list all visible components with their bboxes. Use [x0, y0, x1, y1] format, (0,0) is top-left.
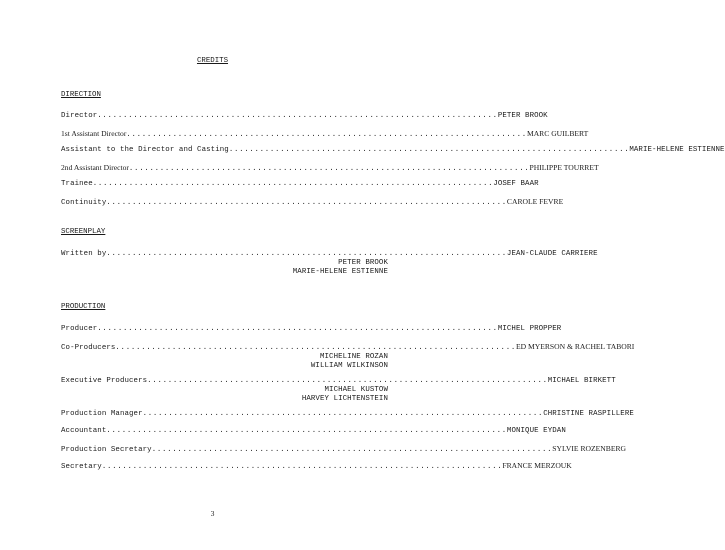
credit-name: JEAN-CLAUDE CARRIERE [506, 250, 598, 258]
credit-name: CHRISTINE RASPILLERE [543, 410, 634, 418]
credit-name: MICHELINE ROZAN [319, 353, 388, 361]
credit-name: JOSEF BAAR [493, 180, 539, 188]
dot-leader: .............................................................................. [151, 446, 553, 454]
credit-name: PETER BROOK [497, 112, 548, 120]
dot-leader: .............................................................................. [147, 377, 548, 385]
section-heading-direction: DIRECTION [61, 91, 101, 99]
page-title: CREDITS [196, 57, 229, 65]
dot-leader: .............................................................................. [228, 146, 630, 154]
credit-name: SYLVIE ROZENBERG [552, 444, 627, 453]
credit-entry-production-secretary [61, 444, 627, 455]
credit-entry-2nd-assistant-director [61, 163, 599, 174]
credit-role: 2nd Assistant Director [61, 163, 129, 172]
credit-name: MICHAEL KUSTOW [324, 386, 388, 394]
dot-leader: .............................................................................. [106, 250, 507, 258]
credit-role: Assistant to the Director and Casting [61, 146, 229, 154]
credit-role: Producer [61, 325, 98, 333]
credit-name: CAROLE FEVRE [506, 197, 564, 206]
credit-role: Secretary [61, 463, 102, 471]
credit-entry-accountant [61, 427, 566, 436]
credit-name: WILLIAM WILKINSON [310, 362, 388, 370]
credit-entry-1st-assistant-director [61, 129, 589, 140]
credit-name: MICHEL PROPPER [497, 325, 562, 333]
credit-role: Co-Producers [61, 344, 116, 352]
credit-name: MARC GUILBERT [526, 129, 589, 138]
credit-name: HARVEY LICHTENSTEIN [301, 395, 388, 403]
section-heading-production: PRODUCTION [61, 303, 106, 311]
credit-entry-executive-producers [61, 377, 616, 404]
dot-leader: .............................................................................. [97, 325, 498, 333]
credit-entry-producer [61, 325, 562, 334]
credit-name: MARIE-HELENE ESTIENNE [292, 268, 388, 276]
dot-leader: .............................................................................. [126, 131, 527, 139]
credit-name: PETER BROOK [338, 259, 388, 267]
credit-name: FRANCE MERZOUK [502, 461, 572, 470]
credit-role: Director [61, 112, 98, 120]
credit-role: Production Secretary [61, 446, 152, 454]
dot-leader: .............................................................................. [106, 427, 507, 435]
credit-role: Continuity [61, 199, 107, 207]
credit-entry-secretary [61, 461, 572, 472]
credit-entry-trainee [61, 180, 539, 189]
credit-role: Executive Producers [61, 377, 148, 385]
credit-entry-continuity [61, 197, 564, 208]
credit-role: Trainee [61, 180, 93, 188]
page-number: 3 [210, 509, 215, 518]
dot-leader: .............................................................................. [101, 463, 503, 471]
credit-entry-assistant-to-director [61, 146, 725, 155]
section-heading-screenplay: SCREENPLAY [61, 228, 106, 236]
dot-leader: .............................................................................. [97, 112, 498, 120]
credit-role: Written by [61, 250, 107, 258]
credit-role: Accountant [61, 427, 107, 435]
credit-role: Production Manager [61, 410, 143, 418]
credit-name: PHILIPPE TOURRET [529, 163, 599, 172]
credit-entry-director [61, 112, 548, 121]
credit-entry-production-manager [61, 410, 634, 419]
credit-name: MARIE-HELENE ESTIENNE [629, 146, 725, 154]
credit-name: ED MYERSON & RACHEL TABORI [515, 342, 635, 351]
credit-role: 1st Assistant Director [61, 129, 127, 138]
dot-leader: .............................................................................. [142, 410, 544, 418]
dot-leader: .............................................................................. [115, 344, 516, 352]
dot-leader: .............................................................................. [106, 199, 507, 207]
credit-name: MONIQUE EYDAN [506, 427, 566, 435]
credit-name: MICHAEL BIRKETT [547, 377, 616, 385]
credit-entry-written-by [61, 250, 598, 277]
credit-entry-co-producers [61, 342, 635, 371]
dot-leader: .............................................................................. [92, 180, 494, 188]
dot-leader: .............................................................................. [128, 165, 530, 173]
